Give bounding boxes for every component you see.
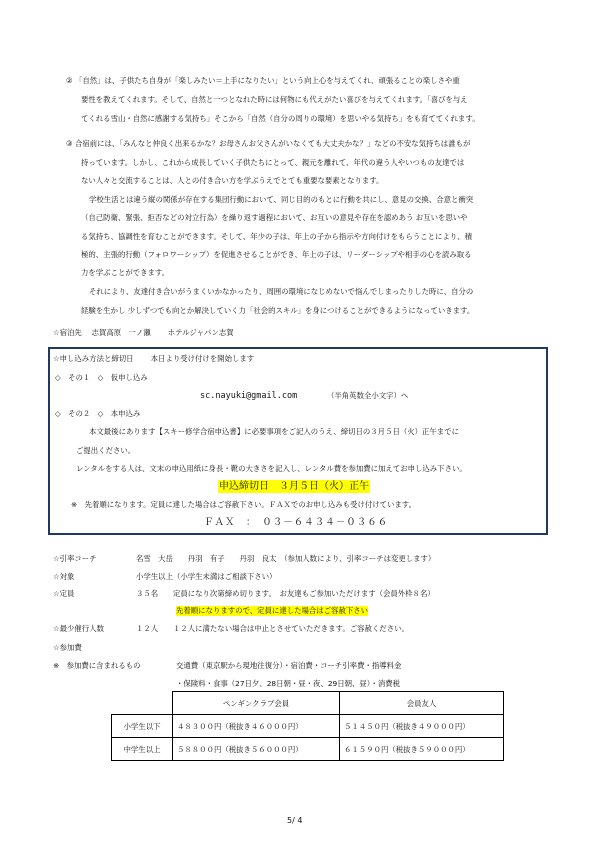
para3-line1: ③ 合宿前には、「みんなと仲良く出来るかな？お母さんお父さんがいなくても大丈夫かな？」などの不安な気持ちは誰もが (66, 139, 471, 148)
table-header-friend: 会員友人 (340, 692, 504, 715)
table-row (112, 715, 504, 738)
table-row-label: 小学生以下 (112, 715, 173, 738)
para3-line3: ない人々と交流することは、人との付き合い方を学ぶうえでとても重要な要素となります。 (81, 176, 384, 185)
application-note: ※ 先着順になります。定員に達した場合はご容赦下さい。ＦＡＸでのお申し込みも受け付けています。 (71, 500, 416, 509)
application-body-line3: レンタルをする人は、文末の申込用紙に身長・靴の大きさを記入し、レンタル費を参加費に加えてお申し込み下さい。 (76, 464, 467, 473)
min-participants-label: ☆最少催行人数 (53, 624, 104, 633)
deadline-highlight: 申込締切日 ３月５日（火）正午 (219, 481, 369, 492)
para2-line3: てくれる雪山・自然に感謝する気持ち」そこから「自然（自分の周りの環境）を思いやる気持ち」をも育ててくれます。 (81, 114, 480, 123)
option2-label: ◇ その２ ◇ 本申込み (55, 409, 141, 418)
para3-line8: 力を学ぶことができます。 (81, 268, 170, 277)
table-cell: ４８３００円（税抜き４６０００円） (173, 715, 340, 738)
para3-line6: る気持ち、協調性を育むことができます。そして、年少の子は、年上の子から指示や方向付けをもらうことにより、積 (81, 232, 472, 241)
para2-line1: ② 「自然」は、子供たち自身が「楽しみたい＝上手になりたい」という向上心を与えてくれ、頑張ることの楽しさや重 (66, 76, 460, 85)
table-header-member: ペンギンクラブ会員 (173, 692, 340, 715)
application-header: ☆申し込み方法と締切日 本日より受け付けを開始します (53, 354, 255, 363)
table-cell: ５８８００円（税抜き５６０００円） (173, 738, 340, 761)
includes-line2: ・保険料・食事（27日夕、28日朝・昼・夜、29日朝、昼）・消費税 (176, 679, 401, 688)
para2-line2: 要性を教えてくれます。そして、自然と一つとなれた時には何物にも代えがたい喜びを与えてくれます。「喜びを与え (81, 95, 468, 104)
lodging-line: ☆宿泊先 志賀高原 一ノ瀬 ホテルジャパン志賀 (53, 328, 234, 337)
para3-line10: 経験を生かし 少しずつでも向とか解決していく力「社会的スキル」を身につけることができるようになっていきます。 (81, 306, 475, 315)
min-participants-value: １２人 １２人に満たない場合は中止とさせていただきます。ご容赦ください。 (136, 624, 409, 633)
coach-label: ☆引率コーチ (53, 554, 97, 563)
fee-label: ☆参加費 (53, 643, 82, 652)
email-note: （半角英数全小文字）へ (327, 391, 409, 400)
para3-line5: （自己防衛、緊張、拒否などの対立行為）を繰り返す過程において、お互いの意見や存在を認めあう お互いを思いや (81, 213, 468, 222)
para3-line4: 学校生活とは違う縦の関係が存在する集団行動において、同じ目的のもとに行動を共にし、意見の交換、合意と衝突 (89, 195, 474, 204)
table-cell: ５１４５０円（税抜き４９０００円） (340, 715, 504, 738)
application-body-line2: ご提出ください。 (76, 446, 136, 455)
para3-line7: 極的、主張的行動（フォロワーシップ）を促進させることができ、年上の子は、リーダーシップや相手の心を読み取る (81, 250, 472, 259)
table-row-label: 中学生以上 (112, 738, 173, 761)
target-value: 小学生以上（小学生未満はご相談下さい） (136, 572, 277, 581)
capacity-label: ☆定員 (53, 589, 75, 598)
fee-table (111, 691, 504, 761)
para3-line2: 持っています。しかし、これから成長していく子供たちにとって、親元を離れて、年代の違う人やいつもの友達では (81, 158, 465, 167)
page-number: 5/ 4 (287, 816, 303, 825)
table-row (112, 738, 504, 761)
application-body-line1: 本文最後にあります【スキー修学合宿申込書】に必要事項をご記入のうえ、締切日の３月５日（火）正午までに (89, 427, 459, 436)
option1-label: ◇ その１ ◇ 仮申し込み (55, 373, 148, 382)
table-corner-cell (112, 692, 173, 715)
coach-value: 名雪 大岳 丹羽 有子 丹羽 良太 （参加人数により、引率コーチは変更します） (136, 554, 436, 563)
includes-label: ※ 参加費に含まれるもの (53, 661, 141, 670)
target-label: ☆対象 (53, 572, 75, 581)
table-header-row (112, 692, 504, 715)
email-address[interactable]: sc.nayuki@gmail.com (200, 391, 298, 401)
para3-line9: それにより、友達付き合いがうまくいかなかったり、周囲の環境になじめないで悩んでしまったりした時に、自分の (89, 287, 474, 296)
capacity-note: 先着順になりますので、定員に達した場合はご容赦下さい (176, 606, 369, 615)
includes-line1: 交通費（東京駅から現地往復分）・宿泊費・コーチ引率費・指導料金 (176, 661, 402, 670)
fax-number: ＦＡＸ ： ０３－６４３４－０３６６ (204, 517, 389, 528)
table-cell: ６１５９０円（税抜き５９０００円） (340, 738, 504, 761)
capacity-value: ３５名 定員になり次第締め切ります。 お友達もご参加いただけます（会員外枠８名） (136, 589, 435, 598)
